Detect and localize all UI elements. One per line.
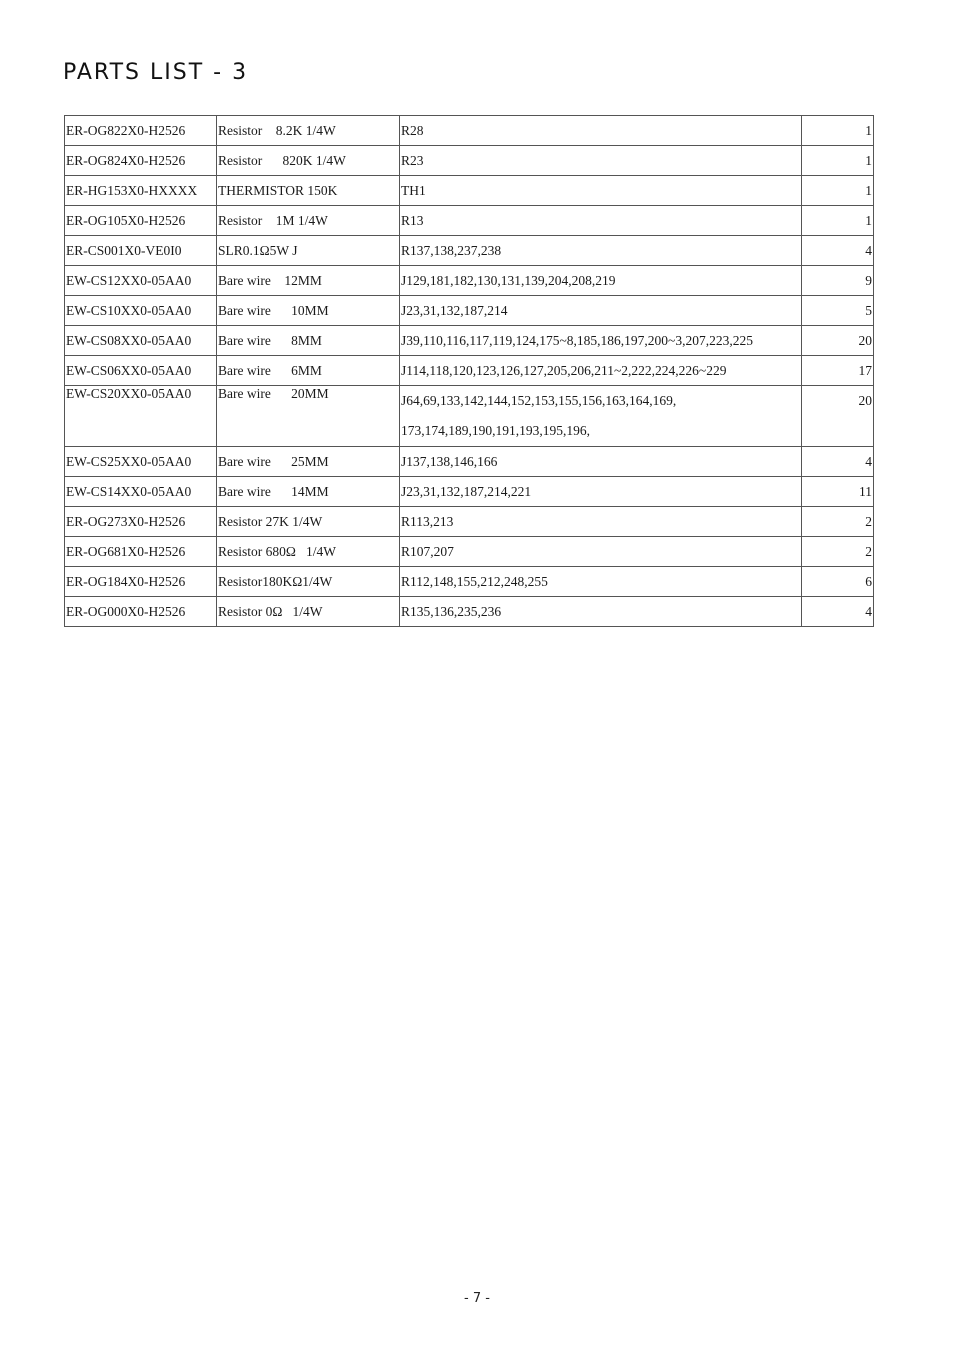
part-number-cell: ER-OG822X0-H2526 bbox=[65, 116, 217, 146]
quantity-cell: 6 bbox=[802, 567, 874, 597]
table-row bbox=[65, 236, 874, 266]
location-cell: R113,213 bbox=[400, 507, 802, 537]
description-cell: Bare wire 20MM bbox=[217, 386, 400, 447]
table-row bbox=[65, 537, 874, 567]
part-number-cell: ER-HG153X0-HXXXX bbox=[65, 176, 217, 206]
description-cell: THERMISTOR 150K bbox=[217, 176, 400, 206]
description-cell: Resistor 27K 1/4W bbox=[217, 507, 400, 537]
parts-table bbox=[64, 115, 874, 627]
page-title: PARTS LIST - 3 bbox=[63, 60, 249, 85]
quantity-cell: 2 bbox=[802, 507, 874, 537]
table-row bbox=[65, 296, 874, 326]
quantity-cell: 4 bbox=[802, 597, 874, 627]
quantity-cell: 9 bbox=[802, 266, 874, 296]
table-row bbox=[65, 477, 874, 507]
table-row bbox=[65, 567, 874, 597]
quantity-cell: 20 bbox=[802, 386, 874, 447]
table-row bbox=[65, 326, 874, 356]
part-number-cell: EW-CS10XX0-05AA0 bbox=[65, 296, 217, 326]
part-number-cell: ER-OG681X0-H2526 bbox=[65, 537, 217, 567]
quantity-cell: 17 bbox=[802, 356, 874, 386]
part-number-cell: ER-OG184X0-H2526 bbox=[65, 567, 217, 597]
part-number-cell: EW-CS25XX0-05AA0 bbox=[65, 447, 217, 477]
description-cell: Bare wire 12MM bbox=[217, 266, 400, 296]
table-row bbox=[65, 266, 874, 296]
part-number-cell: EW-CS12XX0-05AA0 bbox=[65, 266, 217, 296]
location-cell: J114,118,120,123,126,127,205,206,211~2,222,224,226~229 bbox=[400, 356, 802, 386]
part-number-cell: EW-CS14XX0-05AA0 bbox=[65, 477, 217, 507]
description-cell: Resistor 0Ω 1/4W bbox=[217, 597, 400, 627]
description-cell: Resistor180KΩ1/4W bbox=[217, 567, 400, 597]
description-cell: Resistor 8.2K 1/4W bbox=[217, 116, 400, 146]
location-cell: J23,31,132,187,214,221 bbox=[400, 477, 802, 507]
quantity-cell: 20 bbox=[802, 326, 874, 356]
location-cell: R13 bbox=[400, 206, 802, 236]
quantity-cell: 1 bbox=[802, 176, 874, 206]
location-cell: R137,138,237,238 bbox=[400, 236, 802, 266]
location-cell: R28 bbox=[400, 116, 802, 146]
part-number-cell: EW-CS20XX0-05AA0 bbox=[65, 386, 217, 447]
parts-table-body bbox=[65, 116, 874, 627]
location-cell: R135,136,235,236 bbox=[400, 597, 802, 627]
quantity-cell: 1 bbox=[802, 146, 874, 176]
part-number-cell: EW-CS06XX0-05AA0 bbox=[65, 356, 217, 386]
description-cell: Resistor 680Ω 1/4W bbox=[217, 537, 400, 567]
description-cell: Resistor 1M 1/4W bbox=[217, 206, 400, 236]
part-number-cell: ER-OG824X0-H2526 bbox=[65, 146, 217, 176]
quantity-cell: 1 bbox=[802, 116, 874, 146]
description-cell: Bare wire 8MM bbox=[217, 326, 400, 356]
location-cell: R23 bbox=[400, 146, 802, 176]
location-cell: J129,181,182,130,131,139,204,208,219 bbox=[400, 266, 802, 296]
quantity-cell: 4 bbox=[802, 236, 874, 266]
description-cell: Bare wire 10MM bbox=[217, 296, 400, 326]
location-cell bbox=[400, 386, 802, 447]
table-row bbox=[65, 386, 874, 447]
location-cell: R107,207 bbox=[400, 537, 802, 567]
description-cell: Bare wire 14MM bbox=[217, 477, 400, 507]
quantity-cell: 2 bbox=[802, 537, 874, 567]
page-number: - 7 - bbox=[464, 1291, 490, 1306]
quantity-cell: 11 bbox=[802, 477, 874, 507]
description-cell: SLR0.1Ω5W J bbox=[217, 236, 400, 266]
table-row bbox=[65, 597, 874, 627]
part-number-cell: ER-OG105X0-H2526 bbox=[65, 206, 217, 236]
part-number-cell: EW-CS08XX0-05AA0 bbox=[65, 326, 217, 356]
table-row bbox=[65, 356, 874, 386]
location-cell: R112,148,155,212,248,255 bbox=[400, 567, 802, 597]
part-number-cell: ER-OG000X0-H2526 bbox=[65, 597, 217, 627]
location-line: 173,174,189,190,191,193,195,196, bbox=[401, 423, 590, 438]
part-number-cell: ER-OG273X0-H2526 bbox=[65, 507, 217, 537]
description-cell: Bare wire 6MM bbox=[217, 356, 400, 386]
table-row bbox=[65, 176, 874, 206]
quantity-cell: 1 bbox=[802, 206, 874, 236]
location-cell: J137,138,146,166 bbox=[400, 447, 802, 477]
part-number-cell: ER-CS001X0-VE0I0 bbox=[65, 236, 217, 266]
table-row bbox=[65, 146, 874, 176]
location-line: J64,69,133,142,144,152,153,155,156,163,164,169, bbox=[401, 393, 677, 408]
description-cell: Resistor 820K 1/4W bbox=[217, 146, 400, 176]
table-row bbox=[65, 507, 874, 537]
quantity-cell: 4 bbox=[802, 447, 874, 477]
location-cell: TH1 bbox=[400, 176, 802, 206]
quantity-cell: 5 bbox=[802, 296, 874, 326]
description-cell: Bare wire 25MM bbox=[217, 447, 400, 477]
table-row bbox=[65, 447, 874, 477]
table-row bbox=[65, 206, 874, 236]
location-cell: J23,31,132,187,214 bbox=[400, 296, 802, 326]
table-row bbox=[65, 116, 874, 146]
location-cell: J39,110,116,117,119,124,175~8,185,186,197,200~3,207,223,225 bbox=[400, 326, 802, 356]
